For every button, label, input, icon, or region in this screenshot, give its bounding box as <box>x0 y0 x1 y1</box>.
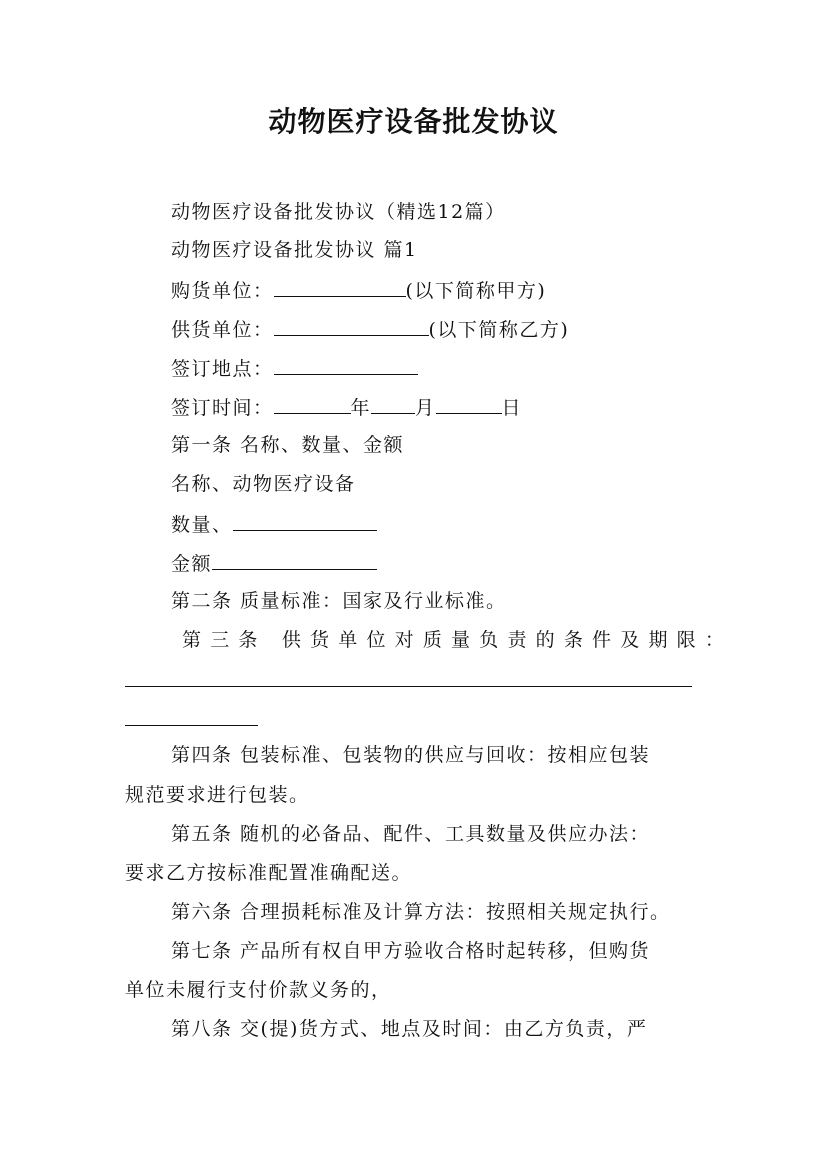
article-8-line-1: 第八条 交(提)货方式、地点及时间：由乙方负责，严 <box>171 1018 648 1040</box>
quantity-label: 数量、 <box>171 514 233 536</box>
article-2: 第二条 质量标准：国家及行业标准。 <box>171 590 507 612</box>
section-heading: 动物医疗设备批发协议 篇1 <box>171 239 418 261</box>
article-4-line-2: 规范要求进行包装。 <box>125 784 310 806</box>
place-line <box>171 355 418 381</box>
year-label: 年 <box>350 397 372 419</box>
name-line: 名称、动物医疗设备 <box>171 473 356 495</box>
day-blank <box>436 394 502 414</box>
article-7-line-1: 第七条 产品所有权自甲方验收合格时起转移，但购货 <box>171 940 651 962</box>
document-title: 动物医疗设备批发协议 <box>268 105 559 138</box>
article-3-blank-rule-2 <box>125 725 258 726</box>
year-blank <box>274 394 351 414</box>
article-6: 第六条 合理损耗标准及计算方法：按照相关规定执行。 <box>171 901 671 923</box>
seller-label: 供货单位： <box>171 319 274 341</box>
place-blank <box>274 355 418 375</box>
amount-line <box>171 550 377 576</box>
article-3-blank-rule-1 <box>125 686 692 687</box>
day-label: 日 <box>501 397 523 419</box>
month-label: 月 <box>415 397 436 419</box>
article-5-line-1: 第五条 随机的必备品、配件、工具数量及供应办法： <box>171 823 651 845</box>
quantity-line <box>171 511 377 537</box>
buyer-blank <box>274 277 406 297</box>
subtitle-line: 动物医疗设备批发协议（精选12篇） <box>171 201 506 223</box>
buyer-label: 购货单位： <box>171 280 274 302</box>
month-blank <box>371 394 415 414</box>
article-7-line-2: 单位未履行支付价款义务的， <box>125 979 392 1001</box>
seller-blank <box>274 316 429 336</box>
article-4-line-1: 第四条 包装标准、包装物的供应与回收：按相应包装 <box>171 744 651 766</box>
article-3: 第三条 供货单位对质量负责的条件及期限： <box>182 629 734 651</box>
amount-label: 金额 <box>171 553 213 575</box>
seller-suffix: (以下简称乙方) <box>428 319 570 341</box>
buyer-suffix: (以下简称甲方) <box>405 280 547 302</box>
time-label: 签订时间： <box>171 397 274 419</box>
buyer-line <box>171 277 546 303</box>
article-5-line-2: 要求乙方按标准配置准确配送。 <box>125 862 413 884</box>
article-1: 第一条 名称、数量、金额 <box>171 434 405 456</box>
amount-blank <box>212 550 377 570</box>
seller-line <box>171 316 569 342</box>
quantity-blank <box>233 511 377 531</box>
time-line <box>171 394 522 420</box>
place-label: 签订地点： <box>171 358 274 380</box>
